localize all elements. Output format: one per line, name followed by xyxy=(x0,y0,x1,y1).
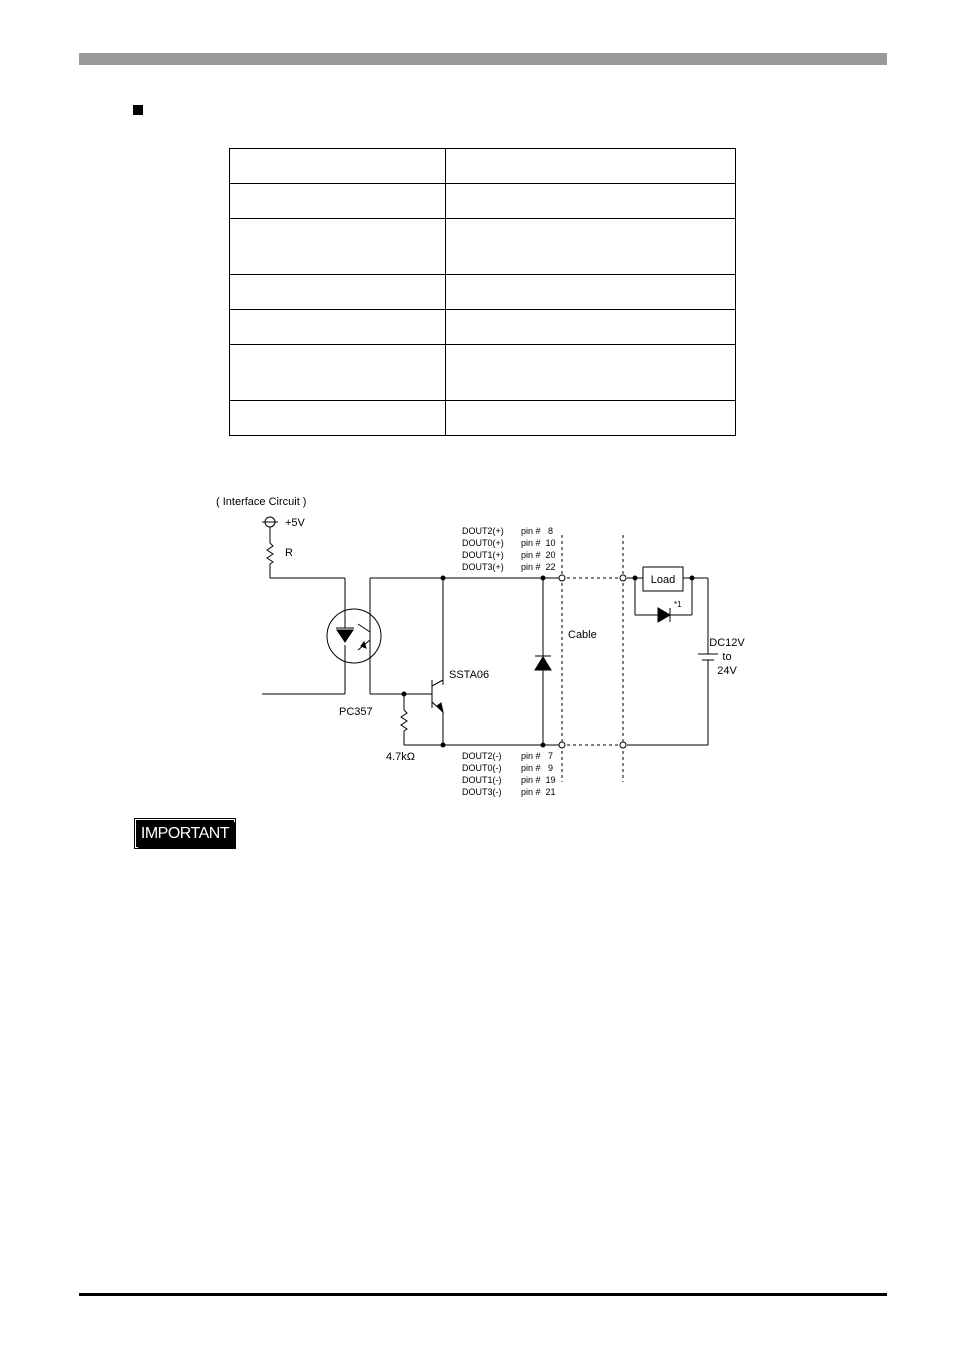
resistor-r-icon xyxy=(267,543,273,564)
resistor-pulldown-icon xyxy=(401,710,407,731)
led-icon xyxy=(337,630,353,642)
dc-voltage-line2: to xyxy=(722,651,732,663)
junction-dot xyxy=(441,576,445,580)
optocoupler-label: PC357 xyxy=(339,706,373,718)
optocoupler-icon xyxy=(327,609,381,663)
dc-voltage-line1: DC12V xyxy=(709,637,745,649)
pin-label: pin # 7 xyxy=(521,751,554,761)
terminal-icon xyxy=(559,575,565,581)
signal-label: DOUT2(+) xyxy=(462,526,504,536)
pin-label: pin # 9 xyxy=(521,763,554,773)
dc-voltage-line3: 24V xyxy=(717,665,737,677)
pin-label: pin # 20 xyxy=(521,550,556,560)
signal-label: DOUT0(-) xyxy=(462,763,502,773)
junction-dot xyxy=(541,743,545,747)
junction-dot xyxy=(541,576,545,580)
flywheel-diode-icon xyxy=(535,657,551,670)
pin-label: pin # 22 xyxy=(521,562,556,572)
terminal-icon xyxy=(620,575,626,581)
diagram-caption: ( Interface Circuit ) xyxy=(216,496,307,508)
signal-label: DOUT2(-) xyxy=(462,751,502,761)
supply-label: +5V xyxy=(285,517,305,529)
important-label: IMPORTANT xyxy=(140,825,230,842)
pin-label: pin # 10 xyxy=(521,538,556,548)
signal-label: DOUT1(+) xyxy=(462,550,504,560)
resistor-label: R xyxy=(285,547,293,559)
signal-label: DOUT3(-) xyxy=(462,787,502,797)
pulldown-label: 4.7kΩ xyxy=(386,751,416,763)
junction-dot xyxy=(441,743,445,747)
cable-label: Cable xyxy=(568,629,597,641)
junction-dot xyxy=(690,576,694,580)
terminal-icon xyxy=(620,742,626,748)
load-diode-icon xyxy=(658,608,670,622)
terminal-icon xyxy=(559,742,565,748)
pin-label: pin # 8 xyxy=(521,526,554,536)
signal-label: DOUT0(+) xyxy=(462,538,504,548)
signal-label: DOUT3(+) xyxy=(462,562,504,572)
junction-dot xyxy=(402,692,406,696)
transistor-arrow-icon xyxy=(437,703,443,712)
load-label: Load xyxy=(650,574,676,586)
signal-label: DOUT1(-) xyxy=(462,775,502,785)
footer-rule xyxy=(79,1293,887,1296)
pin-label: pin # 19 xyxy=(521,775,556,785)
note-marker: *1 xyxy=(674,600,682,609)
transistor-label: SSTA06 xyxy=(449,669,490,681)
important-badge xyxy=(136,820,234,847)
junction-dot xyxy=(633,576,637,580)
pin-label: pin # 21 xyxy=(521,787,556,797)
